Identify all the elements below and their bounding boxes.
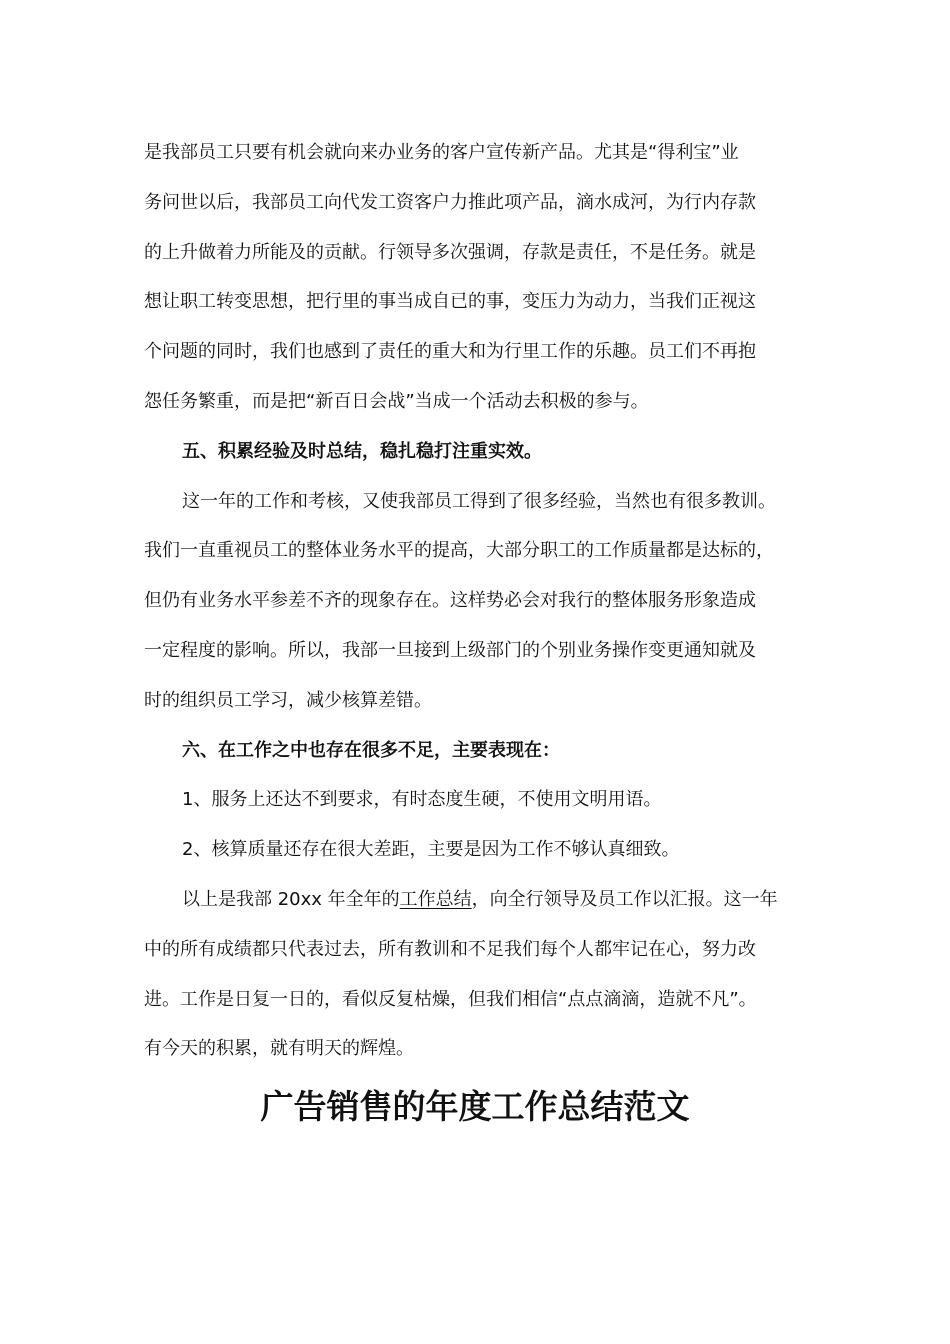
text-line xyxy=(144,875,810,925)
text-line: 我们一直重视员工的整体业务水平的提高，大部分职工的工作质量都是达标的， xyxy=(144,540,774,562)
paragraph-product-promotion xyxy=(144,128,810,427)
text-line: 个问题的同时，我们也感到了责任的重大和为行里工作的乐趣。员工们不再抱 xyxy=(144,341,756,363)
text-line: 但仍有业务水平参差不齐的现象存在。这样势必会对我行的整体服务形象造成 xyxy=(144,590,756,612)
document-body xyxy=(144,128,810,1074)
next-article-title: 广告销售的年度工作总结范文 xyxy=(260,1087,690,1126)
text-line: 务问世以后，我部员工向代发工资客户力推此项产品，滴水成河，为行内存款 xyxy=(144,191,756,213)
paragraph-closing xyxy=(144,875,810,1074)
text-line: 的上升做着力所能及的贡献。行领导多次强调，存款是责任，不是任务。就是 xyxy=(144,241,756,263)
text-line: 怨任务繁重，而是把“新百日会战”当成一个活动去积极的参与。 xyxy=(144,390,649,412)
text-line: 时的组织员工学习，减少核算差错。 xyxy=(144,689,432,711)
text-line: 是我部员工只要有机会就向来办业务的客户宣传新产品。尤其是“得利宝”业 xyxy=(144,142,739,163)
text-line: 有今天的积累，就有明天的辉煌。 xyxy=(144,1038,414,1060)
text-line: 中的所有成绩都只代表过去，所有教训和不足我们每个人都牢记在心，努力改 xyxy=(144,938,756,960)
text-line: 这一年的工作和考核，又使我部员工得到了很多经验，当然也有很多教训。 xyxy=(182,490,776,512)
list-item: 1、服务上还达不到要求，有时态度生硬，不使用文明用语。 xyxy=(182,789,662,811)
work-summary-link[interactable]: 工作总结 xyxy=(399,888,472,910)
text-line: 一定程度的影响。所以，我部一旦接到上级部门的个别业务操作变更通知就及 xyxy=(144,639,756,661)
section-heading-6: 六、在工作之中也存在很多不足，主要表现在： xyxy=(182,739,560,761)
paragraph-experience xyxy=(144,477,810,726)
list-item: 2、核算质量还存在很大差距，主要是因为工作不够认真细致。 xyxy=(182,839,680,861)
text-line: 进。工作是日复一日的，看似反复枯燥，但我们相信“点点滴滴，造就不凡”。 xyxy=(144,988,757,1010)
closing-text-after: ，向全行领导及员工作以汇报。这一年 xyxy=(471,888,778,910)
text-line: 想让职工转变思想，把行里的事当成自已的事，变压力为动力，当我们正视这 xyxy=(144,291,756,313)
section-heading-5: 五、积累经验及时总结，稳扎稳打注重实效。 xyxy=(182,440,542,462)
closing-text-before: 以上是我部 20xx 年全年的 xyxy=(182,888,400,910)
